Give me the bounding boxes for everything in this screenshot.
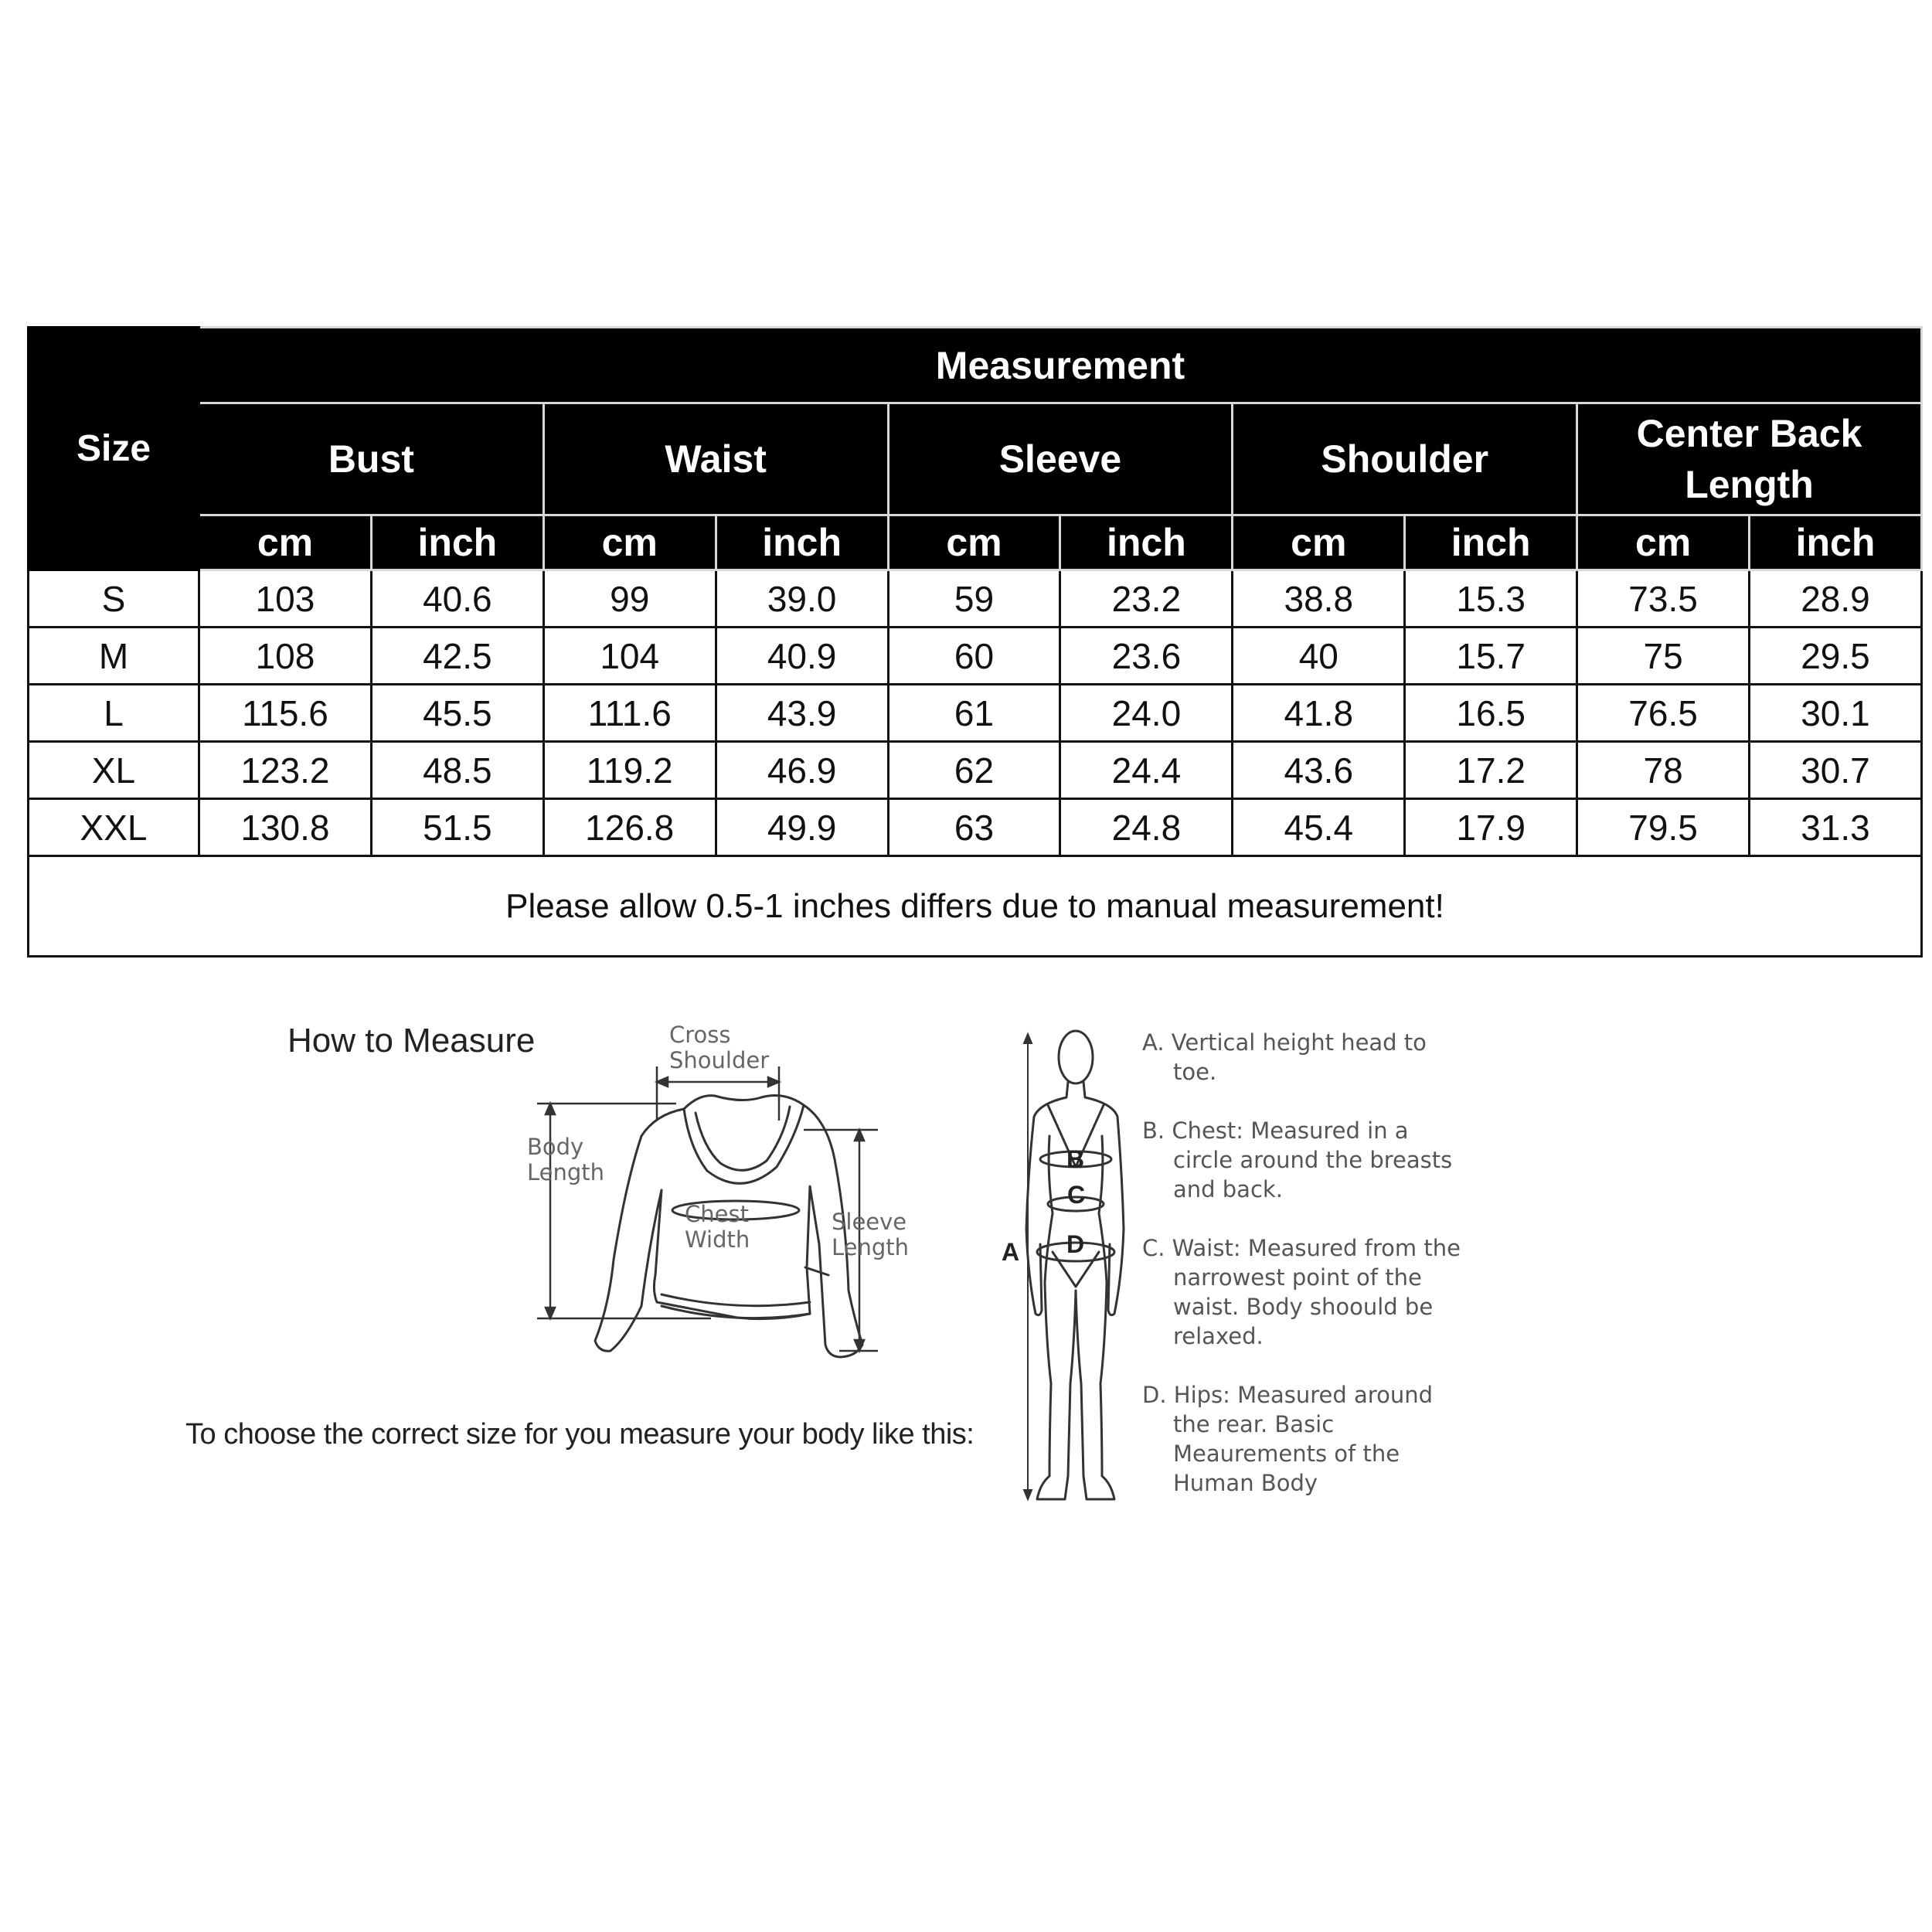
value-cell: 78: [1577, 742, 1750, 799]
value-cell: 40.9: [716, 628, 888, 685]
size-cell: XXL: [29, 799, 199, 856]
note-b-chest: B. Chest: Measured in a circle around the breasts and back.: [1142, 1117, 1453, 1202]
figure-label-a: A: [1002, 1238, 1020, 1266]
table-row: [29, 742, 1922, 799]
value-cell: 15.3: [1405, 570, 1577, 628]
size-cell: XL: [29, 742, 199, 799]
measurement-notes: [1142, 1028, 1467, 1527]
value-cell: 39.0: [716, 570, 888, 628]
value-cell: 61: [888, 685, 1060, 742]
note-a-height: A. Vertical height head to toe.: [1142, 1029, 1427, 1085]
value-cell: 119.2: [543, 742, 716, 799]
value-cell: 43.9: [716, 685, 888, 742]
unit-header-inch: inch: [1060, 515, 1233, 570]
value-cell: 17.9: [1405, 799, 1577, 856]
group-header-sleeve: Sleeve: [888, 403, 1233, 515]
value-cell: 103: [199, 570, 372, 628]
measurement-header: Measurement: [199, 328, 1922, 403]
value-cell: 45.4: [1233, 799, 1405, 856]
table-row: [29, 628, 1922, 685]
table-row: [29, 685, 1922, 742]
value-cell: 40: [1233, 628, 1405, 685]
table-row: [29, 799, 1922, 856]
group-header-shoulder: Shoulder: [1233, 403, 1577, 515]
unit-header-inch: inch: [716, 515, 888, 570]
value-cell: 24.4: [1060, 742, 1233, 799]
figure-label-d: D: [1066, 1230, 1085, 1258]
group-header-center-back-length: Center Back Length: [1577, 403, 1922, 515]
unit-header-inch: inch: [1750, 515, 1922, 570]
value-cell: 46.9: [716, 742, 888, 799]
measurement-disclaimer: Please allow 0.5-1 inches differs due to manual measurement!: [29, 856, 1922, 957]
value-cell: 41.8: [1233, 685, 1405, 742]
body-length-label: Body Length: [527, 1134, 605, 1185]
unit-header-cm: cm: [543, 515, 716, 570]
value-cell: 111.6: [543, 685, 716, 742]
value-cell: 31.3: [1750, 799, 1922, 856]
how-to-measure-title: How to Measure: [287, 1022, 536, 1060]
group-header-bust: Bust: [199, 403, 544, 515]
value-cell: 28.9: [1750, 570, 1922, 628]
group-header-row: [29, 403, 1922, 515]
measure-instruction: To choose the correct size for you measure your body like this:: [185, 1418, 975, 1451]
value-cell: 24.8: [1060, 799, 1233, 856]
size-chart-table: [27, 326, 1923, 957]
unit-header-cm: cm: [1233, 515, 1405, 570]
figure-label-c: C: [1067, 1181, 1086, 1209]
value-cell: 104: [543, 628, 716, 685]
value-cell: 79.5: [1577, 799, 1750, 856]
value-cell: 115.6: [199, 685, 372, 742]
unit-header-cm: cm: [199, 515, 372, 570]
value-cell: 42.5: [371, 628, 543, 685]
unit-header-row: [29, 515, 1922, 570]
value-cell: 16.5: [1405, 685, 1577, 742]
value-cell: 130.8: [199, 799, 372, 856]
unit-header-inch: inch: [371, 515, 543, 570]
size-cell: L: [29, 685, 199, 742]
unit-header-inch: inch: [1405, 515, 1577, 570]
body-figure: [1005, 1020, 1151, 1515]
value-cell: 76.5: [1577, 685, 1750, 742]
chest-width-label: Chest Width: [685, 1201, 750, 1253]
value-cell: 29.5: [1750, 628, 1922, 685]
value-cell: 40.6: [371, 570, 543, 628]
value-cell: 59: [888, 570, 1060, 628]
table-row: [29, 570, 1922, 628]
unit-header-cm: cm: [1577, 515, 1750, 570]
group-header-waist: Waist: [543, 403, 888, 515]
value-cell: 30.7: [1750, 742, 1922, 799]
table-body: [29, 570, 1922, 856]
value-cell: 60: [888, 628, 1060, 685]
value-cell: 15.7: [1405, 628, 1577, 685]
unit-header-cm: cm: [888, 515, 1060, 570]
cross-shoulder-label: Cross Shoulder: [669, 1022, 770, 1073]
value-cell: 49.9: [716, 799, 888, 856]
value-cell: 51.5: [371, 799, 543, 856]
value-cell: 73.5: [1577, 570, 1750, 628]
value-cell: 38.8: [1233, 570, 1405, 628]
value-cell: 62: [888, 742, 1060, 799]
value-cell: 123.2: [199, 742, 372, 799]
value-cell: 75: [1577, 628, 1750, 685]
value-cell: 48.5: [371, 742, 543, 799]
value-cell: 45.5: [371, 685, 543, 742]
value-cell: 17.2: [1405, 742, 1577, 799]
value-cell: 99: [543, 570, 716, 628]
value-cell: 43.6: [1233, 742, 1405, 799]
value-cell: 23.2: [1060, 570, 1233, 628]
value-cell: 108: [199, 628, 372, 685]
value-cell: 63: [888, 799, 1060, 856]
value-cell: 126.8: [543, 799, 716, 856]
size-column-header: Size: [29, 328, 199, 570]
value-cell: 24.0: [1060, 685, 1233, 742]
value-cell: 30.1: [1750, 685, 1922, 742]
sleeve-length-label: Sleeve Length: [832, 1209, 910, 1260]
size-cell: S: [29, 570, 199, 628]
note-c-waist: C. Waist: Measured from the narrowest point of the waist. Body shoould be relaxed.: [1142, 1235, 1461, 1349]
figure-label-b: B: [1066, 1145, 1085, 1173]
note-d-hips: D. Hips: Measured around the rear. Basic Meaurements of the Human Body: [1142, 1382, 1433, 1496]
size-cell: M: [29, 628, 199, 685]
value-cell: 23.6: [1060, 628, 1233, 685]
